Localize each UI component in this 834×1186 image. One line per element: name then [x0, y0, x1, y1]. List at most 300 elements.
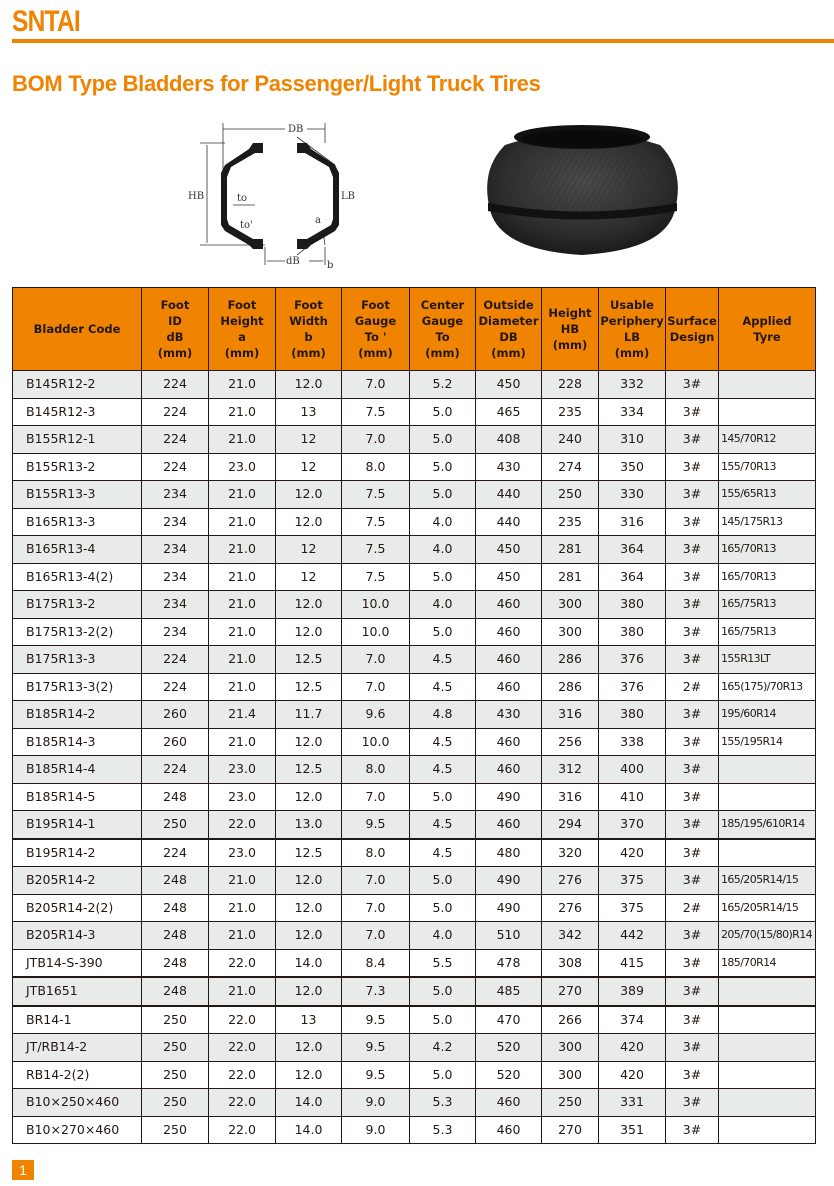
table-row — [13, 1116, 816, 1144]
cell-outside-diameter: 450 — [476, 563, 542, 591]
column-header-line: Height — [548, 306, 592, 320]
cell-usable-periphery: 375 — [599, 894, 666, 922]
cell-outside-diameter: 460 — [476, 1116, 542, 1144]
cell-center-gauge: 5.5 — [410, 949, 476, 977]
cell-foot-height: 22.0 — [209, 1006, 276, 1034]
cell-center-gauge: 4.0 — [410, 922, 476, 950]
page-number: 1 — [12, 1160, 34, 1180]
cell-height: 266 — [542, 1006, 599, 1034]
cell-outside-diameter: 460 — [476, 591, 542, 619]
cell-foot-width: 12.0 — [276, 728, 342, 756]
cell-foot-id: 224 — [142, 646, 209, 674]
cell-foot-height: 21.0 — [209, 894, 276, 922]
cell-center-gauge: 5.0 — [410, 1006, 476, 1034]
column-header-line: Center — [420, 298, 465, 312]
cell-surface-design: 3# — [666, 591, 719, 619]
cell-foot-height: 21.0 — [209, 481, 276, 509]
cell-usable-periphery: 334 — [599, 398, 666, 426]
cell-bladder-code: B165R13-3 — [13, 508, 142, 536]
label-to: to — [237, 193, 248, 204]
cell-center-gauge: 5.0 — [410, 563, 476, 591]
cell-foot-gauge: 7.5 — [342, 398, 410, 426]
cell-center-gauge: 4.0 — [410, 508, 476, 536]
cell-foot-gauge: 7.0 — [342, 673, 410, 701]
cell-height: 300 — [542, 618, 599, 646]
cell-applied-tyre — [719, 1034, 816, 1062]
table-row — [13, 1061, 816, 1089]
table-header-row — [13, 288, 816, 371]
cell-surface-design: 3# — [666, 1061, 719, 1089]
cell-foot-gauge: 9.5 — [342, 1034, 410, 1062]
column-header-line: Foot — [294, 298, 323, 312]
cell-height: 235 — [542, 508, 599, 536]
cell-applied-tyre — [719, 783, 816, 811]
cell-applied-tyre — [719, 1006, 816, 1034]
cell-applied-tyre — [719, 839, 816, 867]
column-header-line: (mm) — [358, 346, 393, 360]
cell-outside-diameter: 430 — [476, 453, 542, 481]
cell-foot-gauge: 7.5 — [342, 536, 410, 564]
cell-outside-diameter: 490 — [476, 867, 542, 895]
cell-surface-design: 3# — [666, 481, 719, 509]
cell-height: 270 — [542, 1116, 599, 1144]
cell-foot-height: 21.0 — [209, 728, 276, 756]
table-row — [13, 1034, 816, 1062]
cell-foot-height: 21.0 — [209, 591, 276, 619]
cell-center-gauge: 5.3 — [410, 1116, 476, 1144]
cell-usable-periphery: 338 — [599, 728, 666, 756]
cell-foot-height: 21.0 — [209, 371, 276, 399]
cell-usable-periphery: 375 — [599, 867, 666, 895]
cell-foot-gauge: 7.5 — [342, 508, 410, 536]
table-row — [13, 867, 816, 895]
label-b: b — [327, 260, 334, 271]
cell-outside-diameter: 440 — [476, 481, 542, 509]
column-header-line: (mm) — [425, 346, 460, 360]
cell-foot-id: 250 — [142, 1034, 209, 1062]
cell-foot-id: 224 — [142, 453, 209, 481]
cell-height: 281 — [542, 536, 599, 564]
table-row — [13, 453, 816, 481]
cell-foot-width: 12 — [276, 453, 342, 481]
cell-center-gauge: 5.0 — [410, 783, 476, 811]
cell-bladder-code: B10×270×460 — [13, 1116, 142, 1144]
cell-foot-height: 21.0 — [209, 646, 276, 674]
cell-outside-diameter: 490 — [476, 894, 542, 922]
cell-center-gauge: 5.0 — [410, 867, 476, 895]
table-row — [13, 756, 816, 784]
cell-foot-width: 12.0 — [276, 481, 342, 509]
cell-center-gauge: 5.0 — [410, 453, 476, 481]
cell-foot-width: 12.5 — [276, 673, 342, 701]
bladder-cross-section-diagram — [185, 115, 405, 275]
column-header-line: (mm) — [491, 346, 526, 360]
cell-height: 274 — [542, 453, 599, 481]
cell-foot-width: 12.0 — [276, 618, 342, 646]
cell-foot-gauge: 9.0 — [342, 1116, 410, 1144]
cell-foot-height: 21.4 — [209, 701, 276, 729]
cell-surface-design: 3# — [666, 563, 719, 591]
cell-applied-tyre: 165/205R14/15 — [719, 894, 816, 922]
cell-surface-design: 3# — [666, 371, 719, 399]
cell-foot-id: 248 — [142, 867, 209, 895]
cell-foot-gauge: 8.0 — [342, 839, 410, 867]
cell-foot-gauge: 7.0 — [342, 922, 410, 950]
cell-outside-diameter: 430 — [476, 701, 542, 729]
cell-outside-diameter: 460 — [476, 728, 542, 756]
cell-foot-width: 12.5 — [276, 646, 342, 674]
cell-foot-id: 224 — [142, 839, 209, 867]
column-header-line: (mm) — [157, 346, 193, 360]
column-header-line: (mm) — [552, 338, 588, 352]
cell-bladder-code: B165R13-4(2) — [13, 563, 142, 591]
cell-bladder-code: B10×250×460 — [13, 1089, 142, 1117]
column-header-applied-tyre — [719, 288, 816, 371]
cell-outside-diameter: 460 — [476, 811, 542, 839]
cell-center-gauge: 5.0 — [410, 398, 476, 426]
column-header-line: To ' — [364, 330, 387, 344]
column-header-line: Gauge — [354, 314, 397, 328]
cell-bladder-code: B165R13-4 — [13, 536, 142, 564]
column-header-line: HB — [560, 322, 580, 336]
cell-outside-diameter: 490 — [476, 783, 542, 811]
cell-foot-height: 21.0 — [209, 508, 276, 536]
table-row — [13, 949, 816, 977]
cell-surface-design: 3# — [666, 508, 719, 536]
cell-outside-diameter: 460 — [476, 1089, 542, 1117]
column-header-line: Design — [669, 330, 715, 344]
cell-surface-design: 3# — [666, 453, 719, 481]
label-a: a — [315, 215, 321, 226]
cell-foot-width: 13.0 — [276, 811, 342, 839]
cell-foot-height: 23.0 — [209, 783, 276, 811]
cell-height: 342 — [542, 922, 599, 950]
cell-bladder-code: B155R13-3 — [13, 481, 142, 509]
cell-foot-width: 12.0 — [276, 977, 342, 1006]
cell-height: 250 — [542, 1089, 599, 1117]
bladder-spec-table — [12, 287, 816, 1144]
cell-foot-height: 21.0 — [209, 673, 276, 701]
table-row — [13, 894, 816, 922]
cell-foot-gauge: 7.0 — [342, 783, 410, 811]
cell-applied-tyre: 185/70R14 — [719, 949, 816, 977]
column-header-line: Height — [220, 314, 264, 328]
cell-foot-id: 250 — [142, 1061, 209, 1089]
cell-applied-tyre: 155R13LT — [719, 646, 816, 674]
cell-outside-diameter: 465 — [476, 398, 542, 426]
cell-bladder-code: BR14-1 — [13, 1006, 142, 1034]
cell-usable-periphery: 351 — [599, 1116, 666, 1144]
cell-usable-periphery: 380 — [599, 618, 666, 646]
cell-usable-periphery: 376 — [599, 646, 666, 674]
cell-applied-tyre — [719, 398, 816, 426]
cell-usable-periphery: 310 — [599, 426, 666, 454]
cell-outside-diameter: 470 — [476, 1006, 542, 1034]
table-row — [13, 728, 816, 756]
cell-foot-height: 22.0 — [209, 949, 276, 977]
cell-foot-gauge: 7.5 — [342, 563, 410, 591]
cell-outside-diameter: 478 — [476, 949, 542, 977]
cell-usable-periphery: 420 — [599, 1034, 666, 1062]
cell-usable-periphery: 380 — [599, 701, 666, 729]
cell-foot-height: 21.0 — [209, 563, 276, 591]
cell-foot-height: 22.0 — [209, 1089, 276, 1117]
cell-outside-diameter: 440 — [476, 508, 542, 536]
cell-height: 300 — [542, 1034, 599, 1062]
cell-outside-diameter: 460 — [476, 756, 542, 784]
cell-usable-periphery: 316 — [599, 508, 666, 536]
column-header-surface-design — [666, 288, 719, 371]
cell-foot-gauge: 7.0 — [342, 867, 410, 895]
column-header-center-gauge — [410, 288, 476, 371]
cell-usable-periphery: 364 — [599, 563, 666, 591]
cell-usable-periphery: 350 — [599, 453, 666, 481]
cell-outside-diameter: 450 — [476, 371, 542, 399]
cell-applied-tyre: 165/205R14/15 — [719, 867, 816, 895]
cell-center-gauge: 4.0 — [410, 536, 476, 564]
cell-foot-gauge: 7.0 — [342, 894, 410, 922]
cell-height: 235 — [542, 398, 599, 426]
cell-outside-diameter: 460 — [476, 646, 542, 674]
cell-center-gauge: 4.5 — [410, 673, 476, 701]
cell-height: 276 — [542, 867, 599, 895]
cell-bladder-code: JTB14-S-390 — [13, 949, 142, 977]
cell-bladder-code: B195R14-2 — [13, 839, 142, 867]
cell-foot-gauge: 10.0 — [342, 728, 410, 756]
cell-bladder-code: RB14-2(2) — [13, 1061, 142, 1089]
bladder-photo — [470, 115, 695, 265]
cell-bladder-code: B155R12-1 — [13, 426, 142, 454]
cell-foot-width: 12.0 — [276, 371, 342, 399]
cell-applied-tyre — [719, 1089, 816, 1117]
cell-center-gauge: 5.0 — [410, 1061, 476, 1089]
cell-foot-id: 250 — [142, 1089, 209, 1117]
column-header-line: Surface — [667, 314, 717, 328]
column-header-line: Periphery — [600, 314, 664, 328]
cell-foot-height: 21.0 — [209, 536, 276, 564]
cell-foot-gauge: 8.4 — [342, 949, 410, 977]
column-header-foot-height — [209, 288, 276, 371]
cell-height: 320 — [542, 839, 599, 867]
cell-center-gauge: 4.0 — [410, 591, 476, 619]
cell-applied-tyre: 165/70R13 — [719, 536, 816, 564]
cell-surface-design: 3# — [666, 398, 719, 426]
cell-foot-id: 250 — [142, 1006, 209, 1034]
table-row — [13, 563, 816, 591]
cell-usable-periphery: 331 — [599, 1089, 666, 1117]
cell-surface-design: 3# — [666, 618, 719, 646]
cell-bladder-code: B205R14-3 — [13, 922, 142, 950]
cell-surface-design: 3# — [666, 646, 719, 674]
cell-center-gauge: 5.0 — [410, 481, 476, 509]
cell-foot-id: 260 — [142, 701, 209, 729]
cell-bladder-code: B175R13-3(2) — [13, 673, 142, 701]
cell-outside-diameter: 480 — [476, 839, 542, 867]
cell-outside-diameter: 520 — [476, 1061, 542, 1089]
cell-height: 286 — [542, 646, 599, 674]
cell-usable-periphery: 376 — [599, 673, 666, 701]
column-header-line: Foot — [361, 298, 390, 312]
cell-foot-height: 23.0 — [209, 839, 276, 867]
cell-usable-periphery: 330 — [599, 481, 666, 509]
cell-foot-height: 22.0 — [209, 1034, 276, 1062]
cell-bladder-code: B155R13-2 — [13, 453, 142, 481]
cell-foot-width: 12.0 — [276, 783, 342, 811]
column-header-line: dB — [166, 330, 184, 344]
cell-outside-diameter: 450 — [476, 536, 542, 564]
cell-foot-id: 250 — [142, 1116, 209, 1144]
column-header-line: ID — [168, 314, 182, 328]
cell-foot-gauge: 8.0 — [342, 756, 410, 784]
table-row — [13, 508, 816, 536]
column-header-line: Tyre — [753, 330, 781, 344]
cell-bladder-code: B185R14-2 — [13, 701, 142, 729]
cell-usable-periphery: 420 — [599, 839, 666, 867]
column-header-line: DB — [499, 330, 518, 344]
cell-bladder-code: B205R14-2 — [13, 867, 142, 895]
cell-surface-design: 2# — [666, 894, 719, 922]
cell-bladder-code: B185R14-5 — [13, 783, 142, 811]
cell-surface-design: 3# — [666, 949, 719, 977]
column-header-line: (mm) — [614, 346, 650, 360]
cell-foot-id: 234 — [142, 508, 209, 536]
cell-height: 294 — [542, 811, 599, 839]
cell-surface-design: 3# — [666, 426, 719, 454]
column-header-line: Diameter — [478, 314, 539, 328]
cell-applied-tyre: 155/65R13 — [719, 481, 816, 509]
table-row — [13, 591, 816, 619]
cell-foot-width: 12 — [276, 536, 342, 564]
table-row — [13, 811, 816, 839]
cell-surface-design: 3# — [666, 811, 719, 839]
cell-foot-width: 12 — [276, 563, 342, 591]
label-lb: LB — [341, 191, 355, 202]
cell-foot-height: 21.0 — [209, 867, 276, 895]
column-header-outside-diameter — [476, 288, 542, 371]
cell-height: 316 — [542, 701, 599, 729]
column-header-line: Foot — [160, 298, 190, 312]
column-header-line: Applied — [742, 314, 792, 328]
cell-foot-gauge: 7.0 — [342, 646, 410, 674]
table-row — [13, 398, 816, 426]
cell-applied-tyre — [719, 1061, 816, 1089]
table-row — [13, 673, 816, 701]
cell-foot-id: 248 — [142, 949, 209, 977]
cell-outside-diameter: 408 — [476, 426, 542, 454]
cell-foot-height: 23.0 — [209, 453, 276, 481]
cell-center-gauge: 4.5 — [410, 811, 476, 839]
cell-foot-id: 250 — [142, 811, 209, 839]
cell-height: 300 — [542, 1061, 599, 1089]
cell-outside-diameter: 460 — [476, 673, 542, 701]
cell-bladder-code: B175R13-2(2) — [13, 618, 142, 646]
column-header-line: To — [435, 330, 450, 344]
cell-foot-width: 11.7 — [276, 701, 342, 729]
cell-foot-width: 13 — [276, 1006, 342, 1034]
column-header-foot-id — [142, 288, 209, 371]
cell-surface-design: 3# — [666, 1089, 719, 1117]
cell-foot-id: 234 — [142, 618, 209, 646]
cell-surface-design: 3# — [666, 536, 719, 564]
cell-foot-width: 12.0 — [276, 508, 342, 536]
cell-foot-width: 12.0 — [276, 591, 342, 619]
cell-foot-width: 13 — [276, 398, 342, 426]
cell-foot-width: 14.0 — [276, 1089, 342, 1117]
cell-foot-width: 12.0 — [276, 1061, 342, 1089]
cell-usable-periphery: 400 — [599, 756, 666, 784]
cell-outside-diameter: 510 — [476, 922, 542, 950]
cell-foot-width: 12.0 — [276, 867, 342, 895]
cell-surface-design: 2# — [666, 673, 719, 701]
cell-usable-periphery: 380 — [599, 591, 666, 619]
cell-surface-design: 3# — [666, 922, 719, 950]
cell-foot-id: 248 — [142, 977, 209, 1006]
cell-usable-periphery: 389 — [599, 977, 666, 1006]
cell-center-gauge: 5.0 — [410, 894, 476, 922]
cell-foot-width: 12.5 — [276, 839, 342, 867]
cell-usable-periphery: 370 — [599, 811, 666, 839]
table-row — [13, 701, 816, 729]
column-header-usable-periphery — [599, 288, 666, 371]
brand-logo: SNTAI — [12, 5, 80, 38]
cell-height: 316 — [542, 783, 599, 811]
cell-center-gauge: 5.0 — [410, 426, 476, 454]
cell-foot-height: 22.0 — [209, 811, 276, 839]
cell-center-gauge: 4.5 — [410, 756, 476, 784]
cell-foot-id: 224 — [142, 756, 209, 784]
table-row — [13, 839, 816, 867]
cell-bladder-code: B205R14-2(2) — [13, 894, 142, 922]
cell-center-gauge: 5.0 — [410, 977, 476, 1006]
cell-foot-id: 234 — [142, 481, 209, 509]
cell-foot-gauge: 9.5 — [342, 1061, 410, 1089]
cell-surface-design: 3# — [666, 1034, 719, 1062]
cell-bladder-code: B175R13-2 — [13, 591, 142, 619]
cell-applied-tyre — [719, 371, 816, 399]
cell-applied-tyre: 155/195R14 — [719, 728, 816, 756]
cell-foot-gauge: 9.5 — [342, 811, 410, 839]
cell-applied-tyre: 185/195/610R14 — [719, 811, 816, 839]
cell-applied-tyre — [719, 977, 816, 1006]
cell-foot-id: 224 — [142, 371, 209, 399]
cell-height: 240 — [542, 426, 599, 454]
cell-height: 270 — [542, 977, 599, 1006]
cell-usable-periphery: 415 — [599, 949, 666, 977]
label-to-prime: to' — [240, 220, 253, 231]
cell-usable-periphery: 410 — [599, 783, 666, 811]
cell-bladder-code: B175R13-3 — [13, 646, 142, 674]
cell-height: 276 — [542, 894, 599, 922]
cell-foot-gauge: 7.3 — [342, 977, 410, 1006]
cell-foot-id: 248 — [142, 922, 209, 950]
cell-applied-tyre: 145/175R13 — [719, 508, 816, 536]
cell-applied-tyre: 195/60R14 — [719, 701, 816, 729]
cell-foot-height: 21.0 — [209, 426, 276, 454]
page-title: BOM Type Bladders for Passenger/Light Truck Tires — [12, 71, 541, 96]
column-header-line: (mm) — [291, 346, 326, 360]
cell-outside-diameter: 520 — [476, 1034, 542, 1062]
cell-surface-design: 3# — [666, 728, 719, 756]
cell-foot-height: 21.0 — [209, 922, 276, 950]
cell-height: 250 — [542, 481, 599, 509]
column-header-line: LB — [623, 330, 641, 344]
cell-foot-id: 234 — [142, 536, 209, 564]
column-header-line: Usable — [610, 298, 654, 312]
cell-foot-gauge: 9.5 — [342, 1006, 410, 1034]
cell-foot-gauge: 7.5 — [342, 481, 410, 509]
cell-foot-gauge: 7.0 — [342, 426, 410, 454]
column-header-line: Bladder Code — [33, 322, 121, 336]
